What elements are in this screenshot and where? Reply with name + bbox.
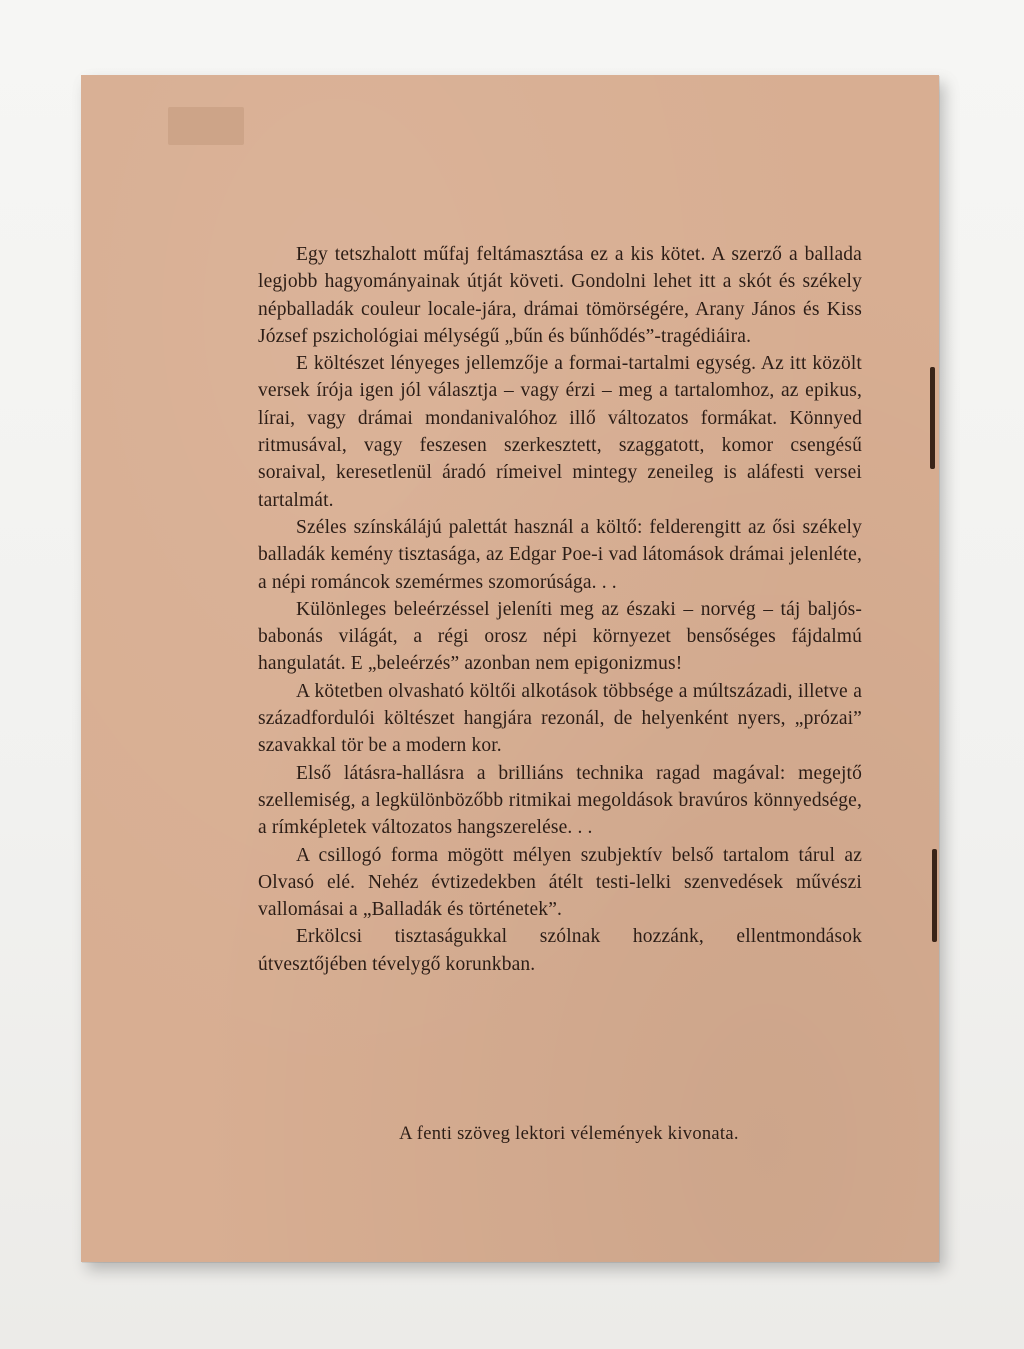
- staple-binding-bottom: [932, 849, 937, 942]
- blurb-paragraph: A csillogó forma mögött mélyen szubjektív belső tartalom tárul az Olvasó elé. Nehéz évtizedekben átélt testi-lelki szenvedések művészi vallomásai a „Balladák és történetek”.: [258, 844, 862, 921]
- blurb-paragraph: Széles színskálájú palettát használ a költő: felderengitt az ősi székely balladák kemény tisztasága, az Edgar Poe-i vad látomások drámai jelenléte, a népi románcok szemérmes szomorúsága. . .: [258, 516, 862, 593]
- blurb-paragraph: Különleges beleérzéssel jeleníti meg az északi – norvég – táj baljós-babonás világát, a régi orosz népi környezet bensőséges fájdalmú hangulatát. E „beleérzés” azonban nem epigonizmus!: [258, 598, 862, 675]
- blurb-paragraph: Első látásra-hallásra a brilliáns technika ragad magával: megejtő szellemiség, a legkülönbözőbb ritmikai megoldások bravúros könnyedsége, a rímképletek változatos hangszerelése. . .: [258, 762, 862, 839]
- reviewer-note: A fenti szöveg lektori vélemények kivonata.: [399, 1124, 739, 1144]
- blurb-paragraph: Erkölcsi tisztaságukkal szólnak hozzánk, ellentmondások útvesztőjében tévelygő korunkban.: [258, 926, 862, 975]
- removed-label-patch: [168, 107, 244, 145]
- blurb-paragraph: A kötetben olvasható költői alkotások többsége a múltszázadi, illetve a századfordulói költészet hangjára rezonál, de helyenként nyers, „prózai” szavakkal tör be a modern kor.: [258, 680, 862, 757]
- staple-binding-top: [930, 367, 935, 469]
- blurb-text: [258, 241, 862, 978]
- blurb-paragraph: Egy tetszhalott műfaj feltámasztása ez a kis kötet. A szerző a ballada legjobb hagyományainak útját követi. Gondolni lehet itt a skót és székely népballadák couleur locale-jára, drámai tömörségére, Arany János és Kiss József pszichológiai mélységű „bűn és bűnhődés”-tragédiáira.: [258, 244, 862, 347]
- blurb-paragraph: E költészet lényeges jellemzője a formai-tartalmi egység. Az itt közölt versek írója igen jól választja – vagy érzi – meg a tartalomhoz, az epikus, lírai, vagy drámai mondanivalóhoz illő változatos formákat. Könnyed ritmusával, vagy feszesen szerkesztett, szaggatott, komor csengésű soraival, keresetlenül áradó rímeivel mintegy zeneileg is aláfesti versei tartalmát.: [258, 353, 862, 511]
